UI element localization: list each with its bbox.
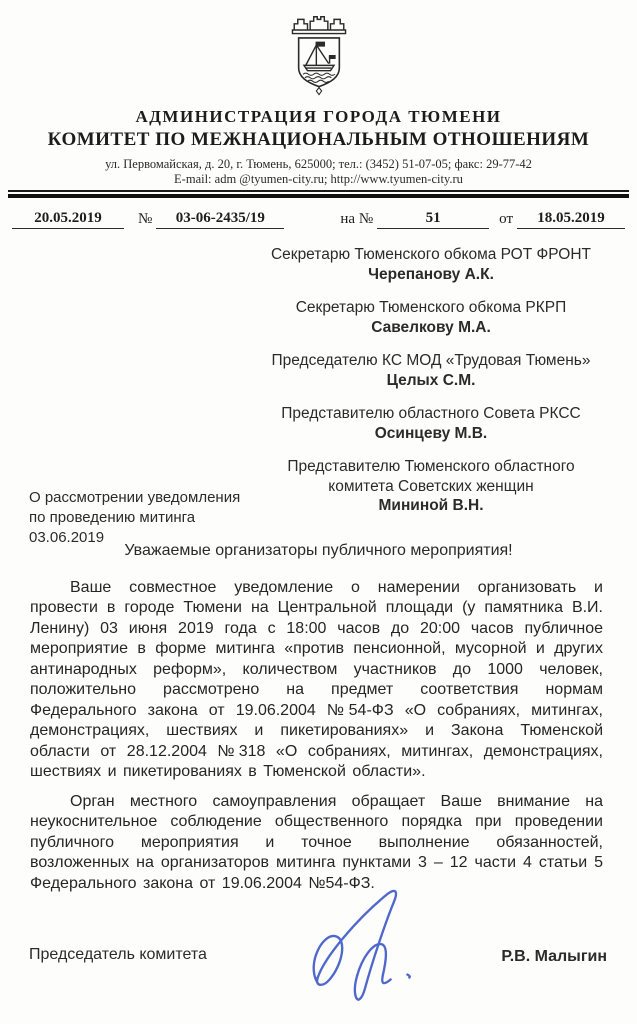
recipient-name: Черепанову А.К.	[368, 265, 494, 283]
signer-name: Р.В. Малыгин	[501, 948, 607, 965]
recipient-title: Секретарю Тюменского обкома РКРП	[295, 299, 567, 316]
body-paragraph-2: Орган местного самоуправления обращает Ваше внимание на неукоснительное соблюдение общественного порядка при проведении публичного мероприятия и точное выполнение обязанностей, возложенных на организаторов митинга пунктами 3 – 12 части 4 статьи 5 Федерального закона от 19.06.2004 №54-ФЗ.	[30, 792, 603, 892]
department-name: КОМИТЕТ ПО МЕЖНАЦИОНАЛЬНЫМ ОТНОШЕНИЯМ	[47, 129, 590, 150]
handwritten-signature	[303, 884, 431, 1012]
signer-position: Председатель комитета	[29, 946, 207, 963]
recipients-block	[235, 245, 627, 516]
number-sign: №	[138, 211, 153, 227]
recipient-entry	[235, 351, 627, 390]
from-label: от	[499, 211, 513, 227]
recipient-entry	[235, 298, 627, 337]
outgoing-number: 03-06-2435/19	[156, 210, 284, 229]
recipient-entry	[235, 245, 627, 284]
organization-name: АДМИНИСТРАЦИЯ ГОРОДА ТЮМЕНИ	[135, 107, 502, 126]
reply-to-label: на №	[340, 211, 374, 227]
recipient-name: Целых С.М.	[386, 371, 476, 389]
postal-address: ул. Первомайская, д. 20, г. Тюмень, 625000; тел.: (3452) 51-07-05; факс: 29-77-42	[105, 157, 532, 171]
subject-line: 03.06.2019	[29, 529, 105, 546]
contact-block	[0, 157, 637, 187]
subject-line: О рассмотрении уведомления	[29, 489, 241, 506]
incoming-number: 51	[377, 210, 489, 229]
letterhead-divider	[8, 190, 629, 198]
recipient-title: Председателю КС МОД «Трудовая Тюмень»	[271, 352, 591, 369]
body-paragraph-1: Ваше совместное уведомление о намерении организовать и провести в городе Тюмени на Центральной площади (у памятника В.И. Ленину) 03 июня 2019 года с 18:00 часов до 20:00 часов публичное мероприятие в форме митинга «против пенсионной, мусорной и других антинародных реформ», количеством участников до 1000 человек, положительно рассмотрено на предмет соответствия нормам Федерального закона от 19.06.2004 №54-ФЗ «О собраниях, митингах, демонстрациях, шествиях и пикетированиях» и Закона Тюменской области от 28.12.2004 №318 «О собраниях, митингах, демонстрациях, шествиях и пикетированиях в Тюменской области».	[30, 578, 603, 780]
recipient-title: Секретарю Тюменского обкома РОТ ФРОНТ	[270, 246, 592, 263]
email-website: E-mail: adm @tyumen-city.ru; http://www.tyumen-city.ru	[174, 172, 463, 186]
subject-block	[29, 488, 240, 548]
letterhead	[0, 0, 637, 198]
incoming-date: 18.05.2019	[517, 210, 625, 229]
reference-row	[0, 207, 637, 229]
recipient-entry	[235, 404, 627, 443]
recipient-title: Представителю областного Совета РКСС	[281, 405, 581, 422]
salutation: Уважаемые организаторы публичного мероприятия!	[124, 541, 513, 559]
recipient-name: Осинцеву М.В.	[374, 424, 488, 442]
recipient-name: Мининой В.Н.	[378, 497, 484, 514]
recipient-title: Представителю Тюменского областного комитета Советских женщин	[287, 458, 575, 495]
tyumen-coat-of-arms-icon	[279, 7, 359, 99]
outgoing-date: 20.05.2019	[12, 210, 124, 229]
recipient-name: Савелкову М.А.	[371, 318, 491, 336]
subject-line: по проведению митинга	[29, 509, 196, 526]
recipient-entry	[235, 457, 627, 516]
